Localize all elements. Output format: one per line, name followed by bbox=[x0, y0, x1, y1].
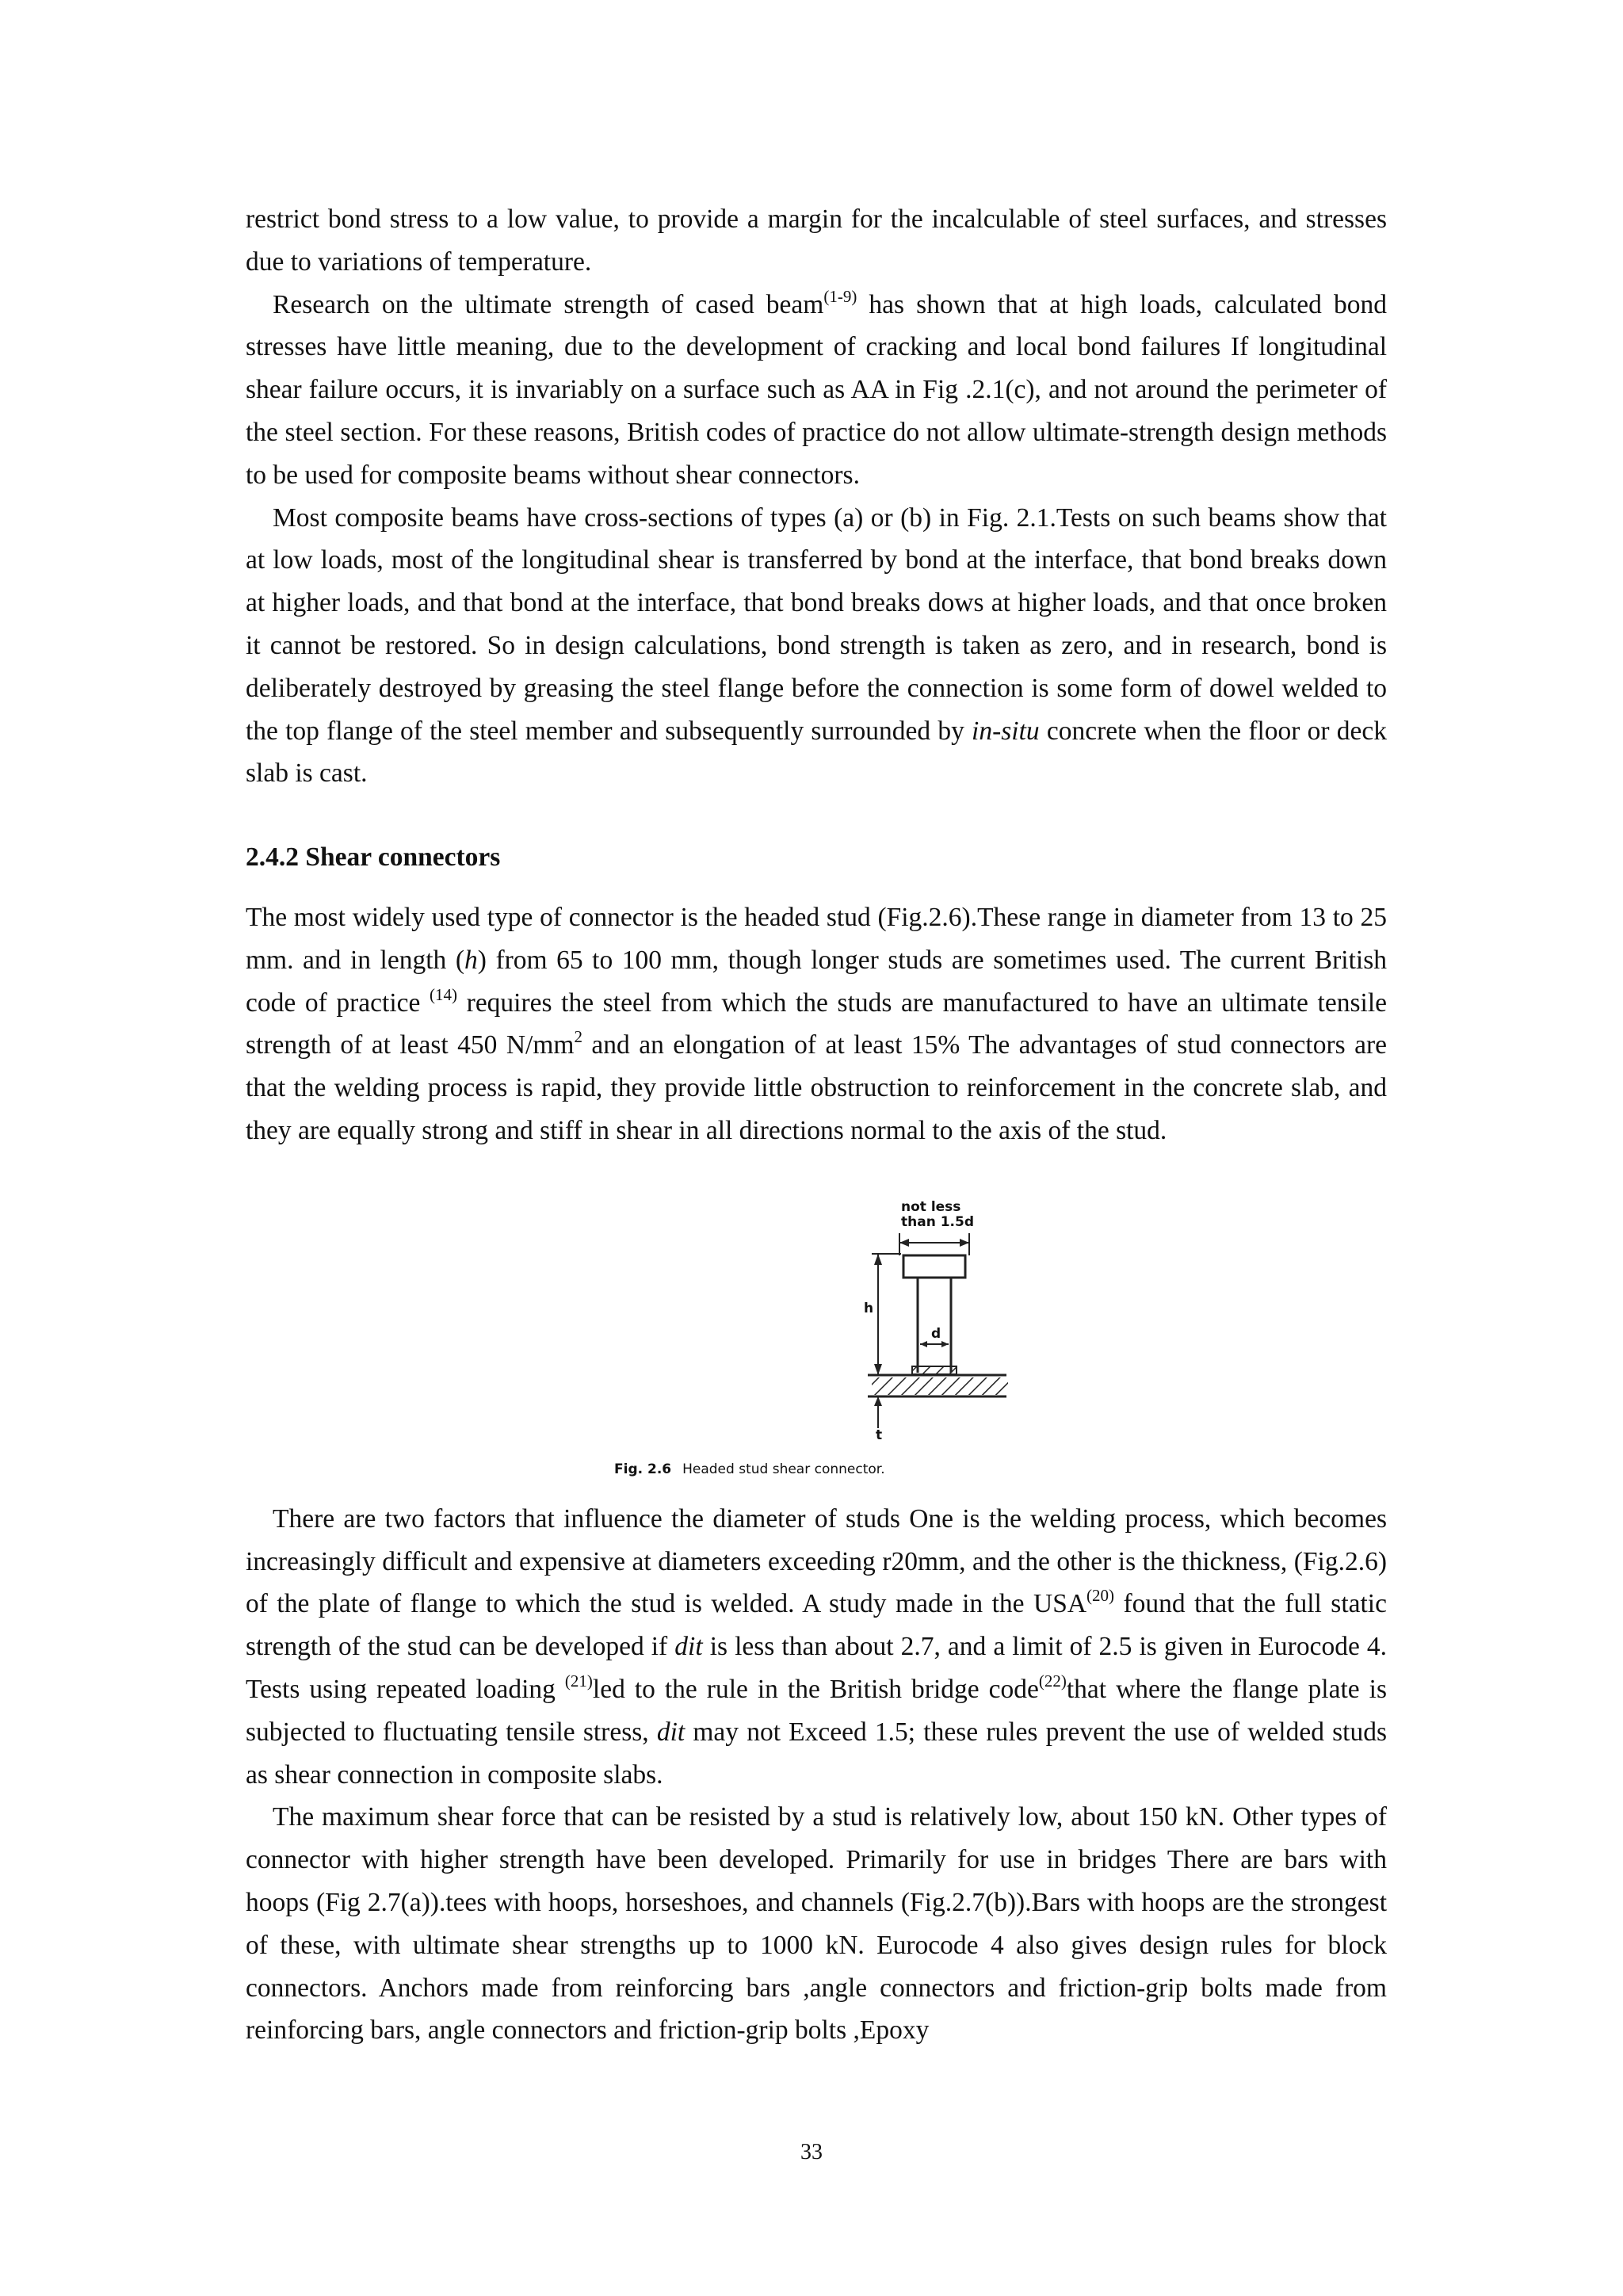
paragraph-5-text-a: There are two factors that influence the diameter of studs One is the welding process, which becomes increasingly difficult and expensive at diameters exceeding r20mm, and the other is the thickness, (Fig.2.6) of the plate of flange to which the stud is welded. A study made in the USA bbox=[246, 1503, 1387, 1619]
paragraph-1 bbox=[246, 198, 1387, 284]
h-emphasis: h bbox=[464, 945, 478, 975]
figure-label-h: h bbox=[864, 1300, 874, 1316]
paragraph-5-text-b: found that the full static strength of the stud can be developed if bbox=[246, 1589, 1387, 1662]
stud-connector-figure bbox=[606, 1192, 1018, 1493]
in-situ-emphasis: in-situ bbox=[972, 716, 1040, 746]
stud-connector-drawing bbox=[606, 1192, 1018, 1461]
figure-caption bbox=[614, 1461, 885, 1477]
paragraph-1-text: restrict bond stress to a low value, to provide a margin for the incalculable of steel surfaces, and stresses due to variations of temperature. bbox=[246, 204, 1387, 277]
paragraph-5-text-c: is less than about 2.7, and a limit of 2.5 is given in Eurocode 4. Tests using repeated loading bbox=[246, 1632, 1387, 1704]
section-heading: 2.4.2 Shear connectors bbox=[246, 842, 501, 873]
paragraph-3-text-b: concrete when the floor or deck slab is cast. bbox=[246, 716, 1387, 789]
dit-emphasis-2: dit bbox=[656, 1717, 685, 1747]
paragraph-3-text-a: Most composite beams have cross-sections of types (a) or (b) in Fig. 2.1.Tests on such beams show that at low loads, most of the longitudinal shear is transferred by bond at the interface, that bond breaks down at higher loads, and that bond at the interface, that bond breaks dows at higher loads, and that once broken it cannot be restored. So in design calculations, bond strength is taken as zero, and in research, bond is deliberately destroyed by greasing the steel flange before the connection is some form of dowel welded to the top flange of the steel member and subsequently surrounded by bbox=[246, 502, 1387, 746]
unit-exponent: 2 bbox=[574, 1027, 582, 1047]
reference-22: (22) bbox=[1038, 1671, 1067, 1690]
dit-emphasis-1: dit bbox=[674, 1632, 703, 1662]
paragraph-4-text-d: and an elongation of at least 15% The advantages of stud connectors are that the welding process is rapid, they provide little obstruction to reinforcement in the concrete slab, and they are equally strong and stiff in shear in all directions normal to the axis of the stud. bbox=[246, 1030, 1388, 1145]
paragraph-4-text-c: requires the steel from which the studs are manufactured to have an ultimate tensile strength of at least 450 N/mm bbox=[246, 988, 1388, 1060]
paragraph-5-text-f: may not Exceed 1.5; these rules prevent the use of welded studs as shear connection in composite slabs. bbox=[246, 1717, 1387, 1790]
figure-label-d: d bbox=[931, 1325, 941, 1342]
paragraph-5-text-d: led to the rule in the British bridge code bbox=[592, 1674, 1039, 1704]
paragraph-3 bbox=[246, 497, 1387, 796]
paragraph-5-text-e: that where the flange plate is subjected to fluctuating tensile stress, bbox=[246, 1674, 1388, 1747]
paragraph-6-text: The maximum shear force that can be resisted by a stud is relatively low, about 150 kN. Other types of connector with higher strength have been developed. Primarily for use in bridges There are bars with hoops (Fig 2.7(a)).tees with hoops, horseshoes, and channels (Fig.2.7(b)).Bars with hoops are the strongest of these, with ultimate shear strengths up to 1000 kN. Eurocode 4 also gives design rules for block connectors. Anchors made from reinforcing bars ,angle connectors and friction-grip bolts made from reinforcing bars, angle connectors and friction-grip bolts ,Epoxy bbox=[246, 1802, 1387, 2046]
paragraph-4-text-a: The most widely used type of connector is the headed stud (Fig.2.6).These range in diameter from 13 to 25 mm. and in length ( bbox=[246, 902, 1387, 975]
reference-14: (14) bbox=[430, 984, 458, 1004]
reference-21: (21) bbox=[564, 1671, 593, 1690]
paragraph-5 bbox=[246, 1498, 1387, 1797]
paragraph-2-text-b: has shown that at high loads, calculated bond stresses have little meaning, due to the development of cracking and local bond failures If longitudinal shear failure occurs, it is invariably on a surface such as AA in Fig .2.1(c), and not around the perimeter of the steel section. For these reasons, British codes of practice do not allow ultimate-strength design methods to be used for composite beams without shear connectors. bbox=[246, 289, 1388, 490]
figure-label-not-less: not less bbox=[901, 1198, 961, 1215]
paragraph-4 bbox=[246, 896, 1387, 1152]
reference-1-9: (1-9) bbox=[823, 286, 857, 306]
paragraph-2-text-a: Research on the ultimate strength of cased beam bbox=[273, 289, 824, 319]
figure-label-t: t bbox=[876, 1427, 883, 1443]
figure-caption-text: Headed stud shear connector. bbox=[682, 1461, 885, 1477]
figure-caption-number: Fig. 2.6 bbox=[614, 1461, 672, 1477]
paragraph-2 bbox=[246, 284, 1387, 497]
reference-20: (20) bbox=[1086, 1586, 1115, 1606]
figure-label-than-1-5d: than 1.5d bbox=[901, 1213, 975, 1230]
paragraph-4-text-b: ) from 65 to 100 mm, though longer studs are sometimes used. The current British code of practice bbox=[246, 945, 1387, 1018]
paragraph-6 bbox=[246, 1796, 1387, 2052]
page-number: 33 bbox=[800, 2140, 823, 2164]
page-body bbox=[246, 198, 1387, 2052]
